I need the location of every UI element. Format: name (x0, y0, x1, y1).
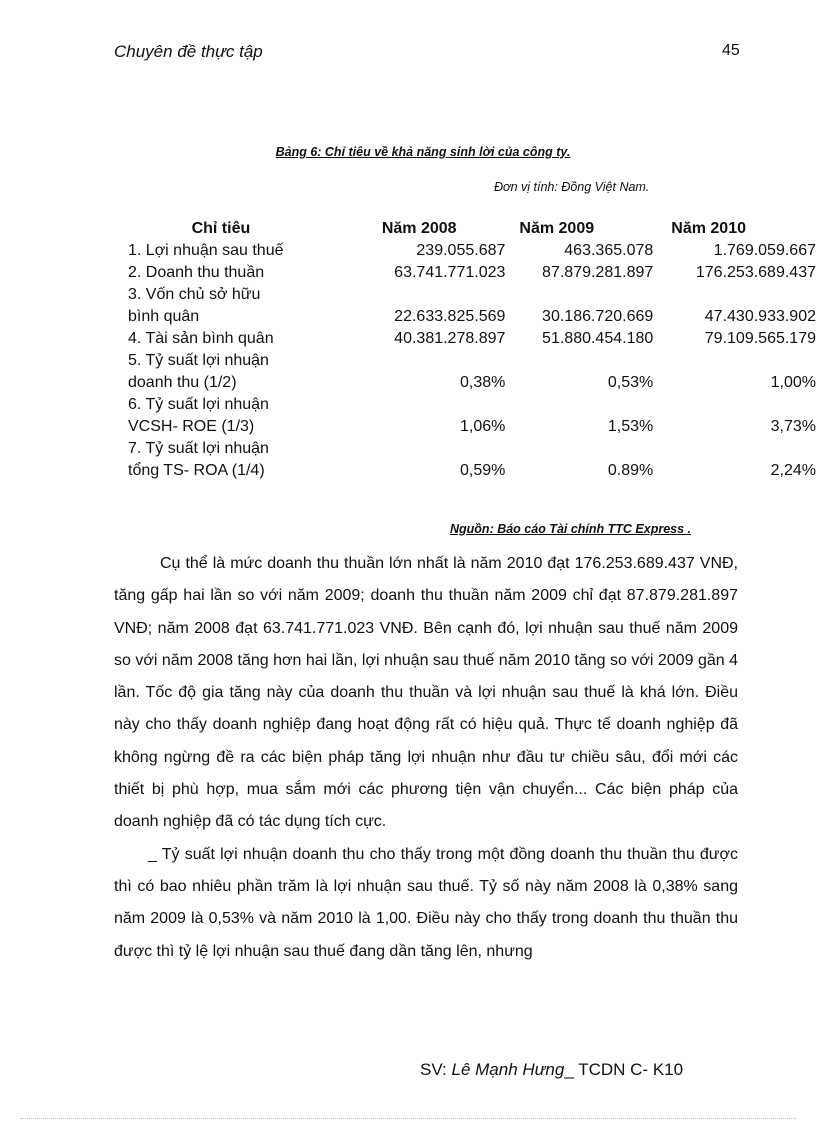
cell-2008: 63.741.771.023 (394, 264, 506, 281)
column-header: Năm 2008 (381, 220, 457, 237)
row-label-line: bình quân (128, 308, 200, 325)
footer-prefix: SV: (420, 1060, 452, 1079)
cell-2008: 1,06% (460, 418, 506, 435)
table-source: Nguồn: Báo cáo Tài chính TTC Express . (450, 522, 692, 536)
cell-2010: 79.109.565.179 (704, 330, 816, 347)
cell-2008: 0,38% (460, 374, 506, 391)
row-label (128, 394, 314, 438)
row-label-line: 3. Vốn chủ sở hữu (128, 286, 261, 303)
table-row (128, 284, 816, 328)
row-label-line: VCSH- ROE (1/3) (128, 418, 255, 435)
row-label-line: 6. Tỷ suất lợi nhuận (128, 396, 269, 413)
cell-2009: 51.880.454.180 (542, 330, 654, 347)
body-text (114, 548, 738, 968)
row-label (128, 350, 314, 394)
column-header: Năm 2010 (671, 220, 746, 237)
table-caption-text: Bảng 6: Chỉ tiêu về khả năng sinh lời của công ty. (275, 145, 571, 159)
cell-2008: 40.381.278.897 (394, 330, 506, 347)
table-row (128, 262, 816, 284)
column-header: Năm 2009 (519, 220, 595, 237)
cell-2009: 87.879.281.897 (542, 264, 654, 281)
cell-2009: 30.186.720.669 (542, 308, 654, 325)
row-label: 2. Doanh thu thuần (128, 264, 265, 281)
cell-2010: 1,00% (770, 374, 816, 391)
page-number: 45 (722, 42, 740, 59)
cell-2008: 239.055.687 (416, 242, 506, 259)
profitability-table (128, 218, 816, 482)
paragraph: Cụ thể là mức doanh thu thuần lớn nhất là năm 2010 đạt 176.253.689.437 VNĐ, tăng gấp hai lần so với năm 2009; doanh thu thuần năm 2009 chỉ đạt 87.879.281.897 VNĐ; năm 2008 đạt 63.741.771.023 VNĐ. Bên cạnh đó, lợi nhuận sau thuế năm 2009 so với năm 2008 tăng hơn hai lần, lợi nhuận sau thuế năm 2010 tăng so với 2009 gần 4 lần. Tốc độ gia tăng này của doanh thu thuần và lợi nhuận sau thuế là khá lớn. Điều này cho thấy doanh nghiệp đang hoạt động rất có hiệu quả. Thực tế doanh nghiệp đã không ngừng đề ra các biện pháp tăng lợi nhuận như đầu tư chiều sâu, đổi mới các thiết bị phù hợp, mua sắm mới các phương tiện vận chuyển... Các biện pháp của doanh nghiệp đã có tác dụng tích cực. (114, 555, 738, 831)
table-row (128, 328, 816, 350)
row-label (128, 284, 314, 328)
cell-2009: 0.89% (607, 462, 654, 479)
footer-suffix: _ TCDN C- K10 (564, 1060, 684, 1079)
cell-2010: 1.769.059.667 (713, 242, 816, 259)
column-header: Chỉ tiêu (191, 220, 251, 237)
row-label: 1. Lợi nhuận sau thuế (128, 242, 284, 259)
table-header-row (128, 218, 816, 240)
table-row (128, 438, 816, 482)
table-row (128, 394, 816, 438)
table-unit: Đơn vị tính: Đồng Việt Nam. (494, 180, 650, 194)
row-label-line: tổng TS- ROA (1/4) (128, 462, 265, 479)
row-label: 4. Tài sản bình quân (128, 330, 274, 347)
page-bottom-rule (20, 1118, 796, 1119)
table-row (128, 350, 816, 394)
cell-2008: 0,59% (460, 462, 506, 479)
cell-2009: 1,53% (607, 418, 654, 435)
cell-2010: 3,73% (770, 418, 816, 435)
row-label-line: 5. Tỷ suất lợi nhuận (128, 352, 269, 369)
cell-2010: 2,24% (770, 462, 816, 479)
footer (420, 1060, 683, 1080)
cell-2010: 176.253.689.437 (695, 264, 816, 281)
student-name: Lê Mạnh Hưng (451, 1060, 565, 1079)
cell-2008: 22.633.825.569 (394, 308, 506, 325)
header-title: Chuyên đề thực tập (114, 42, 263, 61)
row-label (128, 438, 314, 482)
row-label-line: doanh thu (1/2) (128, 374, 237, 391)
table-row (128, 240, 816, 262)
row-label-line: 7. Tỷ suất lợi nhuận (128, 440, 269, 457)
cell-2010: 47.430.933.902 (704, 308, 816, 325)
paragraph: _ Tỷ suất lợi nhuận doanh thu cho thấy trong một đồng doanh thu thuần thu được thì có bao nhiêu phần trăm là lợi nhuận sau thuế. Tỷ số này năm 2008 là 0,38% sang năm 2009 là 0,53% và năm 2010 là 1,00. Điều này cho thấy trong doanh thu thuần thu được thì tỷ lệ lợi nhuận sau thuế đang dần tăng lên, nhưng (114, 845, 738, 960)
table-caption (0, 145, 816, 159)
cell-2009: 463.365.078 (564, 242, 654, 259)
cell-2009: 0,53% (607, 374, 654, 391)
